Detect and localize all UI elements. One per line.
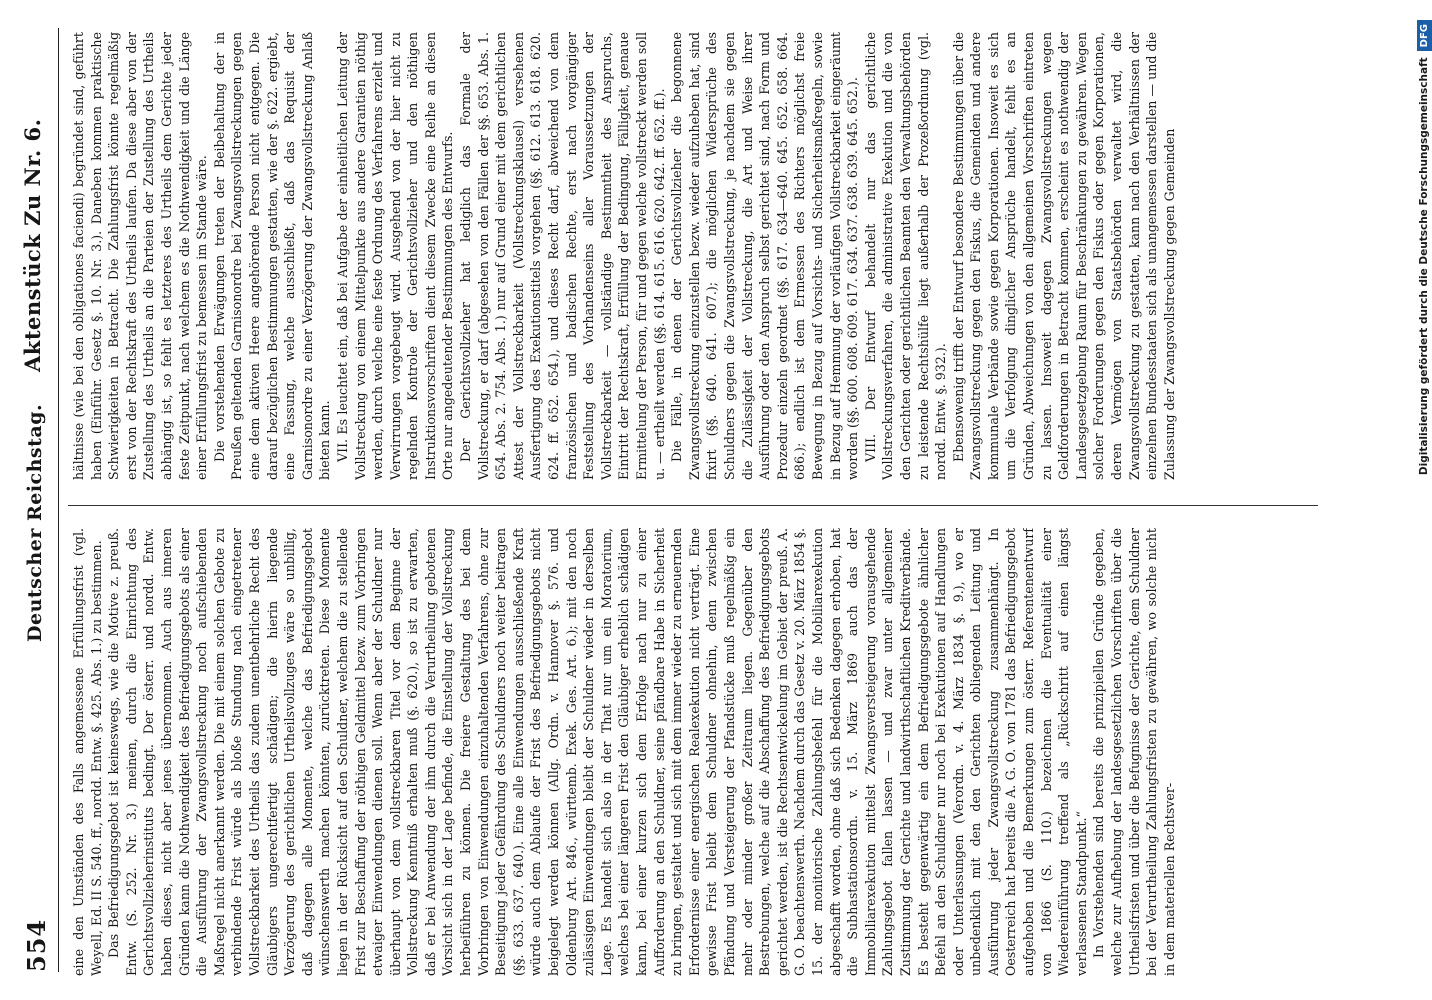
column-divider xyxy=(68,505,1318,506)
running-title-left: Deutscher Reichstag. xyxy=(24,403,46,642)
paragraph: Das Befriedigungsgebot ist keineswegs, wie die Motive z. preuß. Entw. (S. 252. Nr. 3.) meinen, durch die Einrichtung des Gerichtsvollzieherinstituts bedingt. Der österr. und nordd. Entw. haben dieses, nicht aber jenes übernommen. Auch aus inneren Gründen kann die Nothwendigkeit des Befriedigungsgebots als einer die Ausführung der Zwangsvollstreckung noch aufschiebenden Maßregel nicht anerkannt werden. Die mit einem solchen Gebote zu verbindende Frist würde als bloße Stundung nach eingetretener Vollstreckbarkeit des Urtheils das zudem unentbehrliche Recht des Gläubigers ungerechtfertigt schädigen; die hierin liegende Verzögerung des gerichtlichen Urtheilsvollzuges wäre so unbillig, daß dagegen alle Momente, welche das Befriedigungsgebot wünschenswerth machen könnten, zurücktreten. Diese Momente liegen in der Rücksicht auf den Schuldner, welchem die zu stellende Frist zur Beschaffung der nöthigen Geldmittel bezw. zum Vorbringen etwaiger Einwendungen dienen soll. Wenn aber der Schuldner nur überhaupt von dem vollstreckbaren Titel vor dem Beginne der Vollstreckung Kenntniß erhalten muß (§. 620.), so ist zu erwarten, daß er bei Anwendung der ihm durch die Verurtheilung gebotenen Vorsicht sich in der Lage befinde, die Einstellung der Vollstreckung herbeiführen zu können. Die freiere Gestaltung des bei dem Vorbringen von Einwendungen einzuhaltenden Verfahrens, ohne zur Beseitigung jeder Gefährdung des Schuldners noch weiter beitragen (§§. 633. 637. 640.). Eine alle Einwendungen ausschließende Kraft würde auch dem Ablaufe der Frist des Befriedigungsgebots nicht beigelegt werden können (Allg. Ordn. v. Hannover §. 576. und Oldenburg Art. 846., württemb. Exek. Ges. Art. 6.); mit den noch zulässigen Einwendungen bleibt der Schuldner wieder in derselben Lage. Es handelt sich also in der That nur um ein Moratorium, welches bei einer längeren Frist den Gläubiger erheblich schädigen kann, bei einer kurzen sich dem Erfolge nach nur zu einer Aufforderung an den Schuldner, seine pfändbare Habe in Sicherheit zu bringen, gestaltet und sich mit dem immer wieder zu erneuernden Erfordernisse einer energischen Realexekution nicht verträgt. Eine gewisse Frist bleibt dem Schuldner ohnehin, denn zwischen Pfändung und Versteigerung der Pfandstücke muß regelmäßig ein mehr oder minder großer Zeitraum liegen. Gegenüber den Bestrebungen, welche auf die Abschaffung des Befriedigungsgebots gerichtet werden, ist die Rechtsentwickelung im Gebiet der preuß. A. G. O. beachtenswerth. Nachdem durch das Gesetz v. 20. März 1854 §. 15. der monitorische Zahlungsbefehl für die Mobiliarexekution abgeschafft worden, ohne daß sich Bedenken dagegen erhoben, hat die Subhastationsordn. v. 15. März 1869 auch das der Immobiliarexekution mittelst Zwangsversteigerung vorausgehende Zahlungsgebot fallen lassen — und zwar unter allgemeiner Zustimmung der Gerichte und landwirthschaftlichen Kreditverbände. Es besteht gegenwärtig ein dem Befriedigungsgebote ähnlicher Befehl an den Schuldner nur noch bei Exekutionen auf Handlungen oder Unterlassungen (Verordn. v. 4. März 1834 §. 9.), wo er unbedenklich mit den den Gerichten obliegenden Leitung und Ausführung jeder Zwangsvollstreckung zusammenhängt. In Oesterreich hat bereits die A. G. O. von 1781 das Befriedigungsgebot aufgehoben und die Bemerkungen zum österr. Referentenentwurf von 1866 (S. 110.) bezeichnen die Eventualität einer Wiedereinführung treffend als „Rückschritt auf einen längst verlassenen Standpunkt.“ xyxy=(106,528,1089,976)
paragraph: VII. Es leuchtet ein, daß bei Aufgabe der einheitlichen Leitung der Vollstreckung von einem Mittelpunkte aus andere Garantien nöthig werden, durch welche eine feste Ordnung des Verfahrens erzielt und Verwirrungen vorgebeugt wird. Ausgehend von der hier nicht zu regelnden Kontrole der Gerichtsvollzieher und den nöthigen Instruktionsvorschriften dient diesem Zwecke eine Reihe an diesen Orte nur angedeutender Bestimmungen des Entwurfs. xyxy=(334,32,456,480)
dfg-logo: DFG xyxy=(1417,20,1432,51)
credit-text: Digitalisierung gefördert durch die Deutsche Forschungsgemeinschaft xyxy=(1418,57,1430,476)
paragraph: Die vorstehenden Erwägungen treten der Beibehaltung der in Preußen geltenden Garnisonordre bei Zwangsvollstreckungen gegen eine dem aktiven Heere angehörende Person nicht entgegen. Die darauf bezüglichen Bestimmungen gestatten, wie der §. 622. ergiebt, eine Fassung, welche ausschließt, daß das Requisit der Garnisonordre zu einer Verzögerung der Zwangsvollstreckung Anlaß bieten kann. xyxy=(211,32,333,480)
text-column-left xyxy=(70,528,1320,976)
digitization-credit xyxy=(1416,20,1432,1000)
paragraph: In Vorstehenden sind bereits die prinzipiellen Gründe gegeben, welche zur Aufhebung der landesgesetzlichen Vorschriften über die Urtheilsfristen und über die Befugnisse der Gerichte, dem Schuldner bei der Verurtheilung Zahlungsfristen zu gewähren, wo solche nicht in dem materiellen Rechtsver- xyxy=(1091,528,1177,976)
running-title-right: Aktenstück Zu Nr. 6. xyxy=(20,118,45,372)
paragraph: Der Gerichtsvollzieher hat lediglich das Formale der Vollstreckung, er darf (abgesehen von den Fällen der §§. 653. Abs. 1. 654. Abs. 2. 754. Abs. 1.) nur auf Grund einer mit dem gerichtlichen Attest der Vollstreckbarkeit (Vollstreckungsklausel) versehenen Ausfertigung des Exekutionstitels vorgehen (§§. 612. 613. 618. 620. 624. ff. 652. 654.), und dieses Recht darf, abweichend von dem französischen und badischen Rechte, erst nach vorgängiger Feststellung des Vorhandenseins aller Voraussetzungen der Vollstreckbarkeit — vollständige Bestimmtheit des Anspruchs, Eintritt der Rechtskraft, Erfüllung der Bedingung, Fälligkeit, genaue Ermittelung der Person, für und gegen welche vollstreckt werden soll u. — ertheilt werden (§§. 614. 615. 616. 620. 642. ff. 652. ff.). xyxy=(458,32,667,480)
paragraph: eine den Umständen des Falls angemessene Erfüllungsfrist (vgl. Weyell, Ed. II S. 540. ff., nordd. Entw. §. 425. Abs. 1.) zu bestimmen. xyxy=(71,528,104,976)
paragraph: Ebensowenig trifft der Entwurf besondere Bestimmungen über die Zwangsvollstreckung gegen den Fiskus, die Gemeinden und andere kommunale Verbände sowie gegen Korporationen. Insoweit es sich um die Verfolgung dinglicher Ansprüche handelt, fehlt es an Gründen, Abweichungen von den allgemeinen Vorschriften eintreten zu lassen. Insoweit dagegen Zwangsvollstreckungen wegen Geldforderungen in Betracht kommen, erscheint es nothwendig der Landesgesetzgebung Raum für Beschränkungen zu gewähren. Wegen solcher Forderungen gegen den Fiskus oder gegen Korporationen, deren Vermögen von Staatsbehörden verwaltet wird, die Zwangsvollstreckung zu gestatten, kann nach den Verhältnissen der einzelnen Bundesstaaten sich als unangemessen darstellen — und die Zulassung der Zwangsvollstreckung gegen Gemeinden xyxy=(950,32,1177,480)
header-rule xyxy=(58,28,59,972)
paragraph: VIII. Der Entwurf behandelt nur das gerichtliche Vollstreckungsverfahren, die administrative Exekution und die von den Gerichten oder gerichtlichen Beamten den Verwaltungsbehörden zu leistende Rechtshülfe liegt außerhalb der Prozeßordnung (vgl. nordd. Entw. §. 932.). xyxy=(862,32,949,480)
page-number: 554 xyxy=(22,918,51,972)
text-column-right xyxy=(70,32,1320,480)
paragraph: hältnisse (wie bei den obligationes faciendi) begründet sind, geführt haben (Einführ. Gesetz §. 10. Nr. 3.). Daneben kommen praktische Schwierigkeiten in Betracht. Die Zahlungsfrist könnte regelmäßig erst von der Rechtskraft des Urtheils laufen. Da diese aber von der Zustellung des Urtheils an die Parteien der Zustellung des Urtheils abhängig ist, so fehlt es letzteres des Urtheils dem Gerichte jeder feste Zeitpunkt, nach welchem es die Nothwendigkeit und die Länge einer Erfüllungsfrist zu bemessen im Stande wäre. xyxy=(71,32,210,480)
digitization-credit-strip xyxy=(1416,0,1432,1000)
paragraph: Die Fälle, in denen der Gerichtsvollzieher die begonnene Zwangsvollstreckung einzustellen bezw. wieder aufzuheben hat, sind fixirt (§§. 640. 641. 607.); die möglichen Widersprüche des Schuldners gegen die Zwangsvollstreckung, je nachdem sie gegen die Zulässigkeit der Vollstreckung, die Art und Weise ihrer Ausführung oder den Anspruch selbst gerichtet sind, nach Form und Prozedur einzeln geordnet (§§. 617. 634—640. 645. 652. 658. 664. 686.); endlich ist dem Ermessen des Richters möglichst freie Bewegung in Bezug auf Vorsichts- und Sicherheitsmaßregeln, sowie in Bezug auf Hemmung der vorläufigen Vollstreckbarkeit eingeräumt worden (§§. 600. 608. 609. 617. 634. 637. 638. 639. 645. 652.). xyxy=(669,32,861,480)
page-header xyxy=(18,28,58,972)
